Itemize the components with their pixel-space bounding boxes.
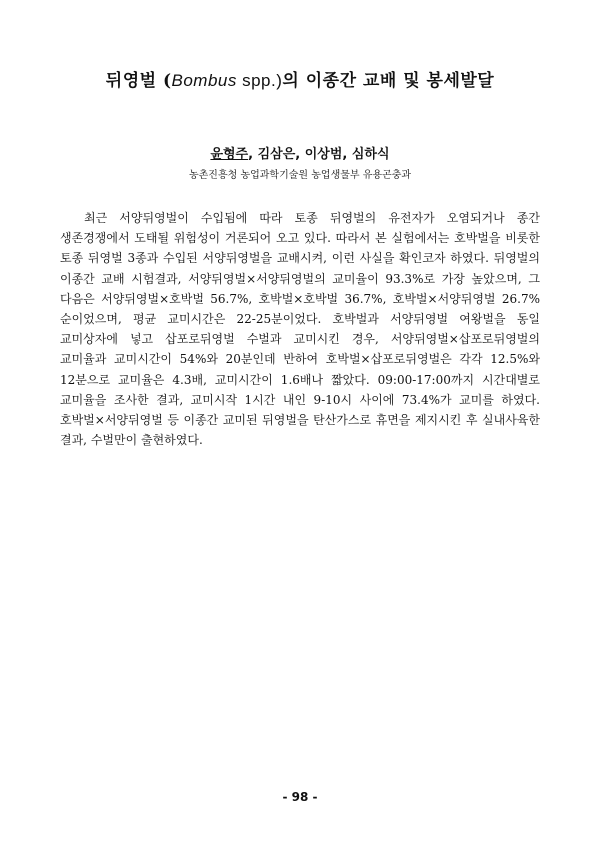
abstract [60,208,540,450]
page-number: - 98 - [282,790,318,804]
presenting-author: 윤형주 [210,147,249,162]
title-suffix: 의 이종간 교배 및 봉세발달 [282,71,495,91]
paper-title [0,66,600,91]
author-list [0,143,600,162]
co-authors: , 김삼은, 이상범, 심하식 [248,147,390,162]
title-latin-name [172,71,283,90]
author-affiliation: 농촌진흥청 농업과학기술원 농업생물부 유용곤충과 [188,170,412,181]
abstract-paragraph: 최근 서양뒤영벌이 수입됨에 따라 토종 뒤영벌의 유전자가 오염되거나 종간 생존경쟁에서 도태될 위험성이 거론되어 오고 있다. 따라서 본 실험에서는 호박벌을 비롯한 토종 뒤영벌 3종과 수입된 서양뒤영벌을 교배시켜, 이런 사실을 확인코자 하였다. 뒤영벌의 이종간 교배 시험결과, 서양뒤영벌×서양뒤영벌의 교미율이 93.3%로 가장 높았으며, 그 다음은 서양뒤영벌×호박벌 56.7%, 호박벌×호박벌 36.7%, 호박벌×서양뒤영벌 26.7% 순이었으며, 평균 교미시간은 22-25분이었다. 호박벌과 서양뒤영벌 여왕벌을 동일 교미상자에 넣고 삽포로뒤영벌 수벌과 교미시킨 경우, 서양뒤영벌×삽포로뒤영벌의 교미율과 교미시간이 54%와 20분인데 반하여 호박벌×삽포로뒤영벌은 각각 12.5%와 12분으로 교미율은 4.3배, 교미시간이 1.6배나 짧았다. 09:00-17:00까지 시간대별로 교미율을 조사한 결과, 교미시작 1시간 내인 9-10시 사이에 73.4%가 교미를 하였다. 호박벌×서양뒤영벌 등 이종간 교미된 뒤영벌을 탄산가스로 휴면을 제지시킨 후 실내사육한 결과, 수벌만이 출현하였다. [60,211,540,448]
title-prefix: 뒤영벌 ( [105,71,172,91]
title-genus: Bombus [171,71,237,90]
title-species: spp.) [236,71,283,90]
